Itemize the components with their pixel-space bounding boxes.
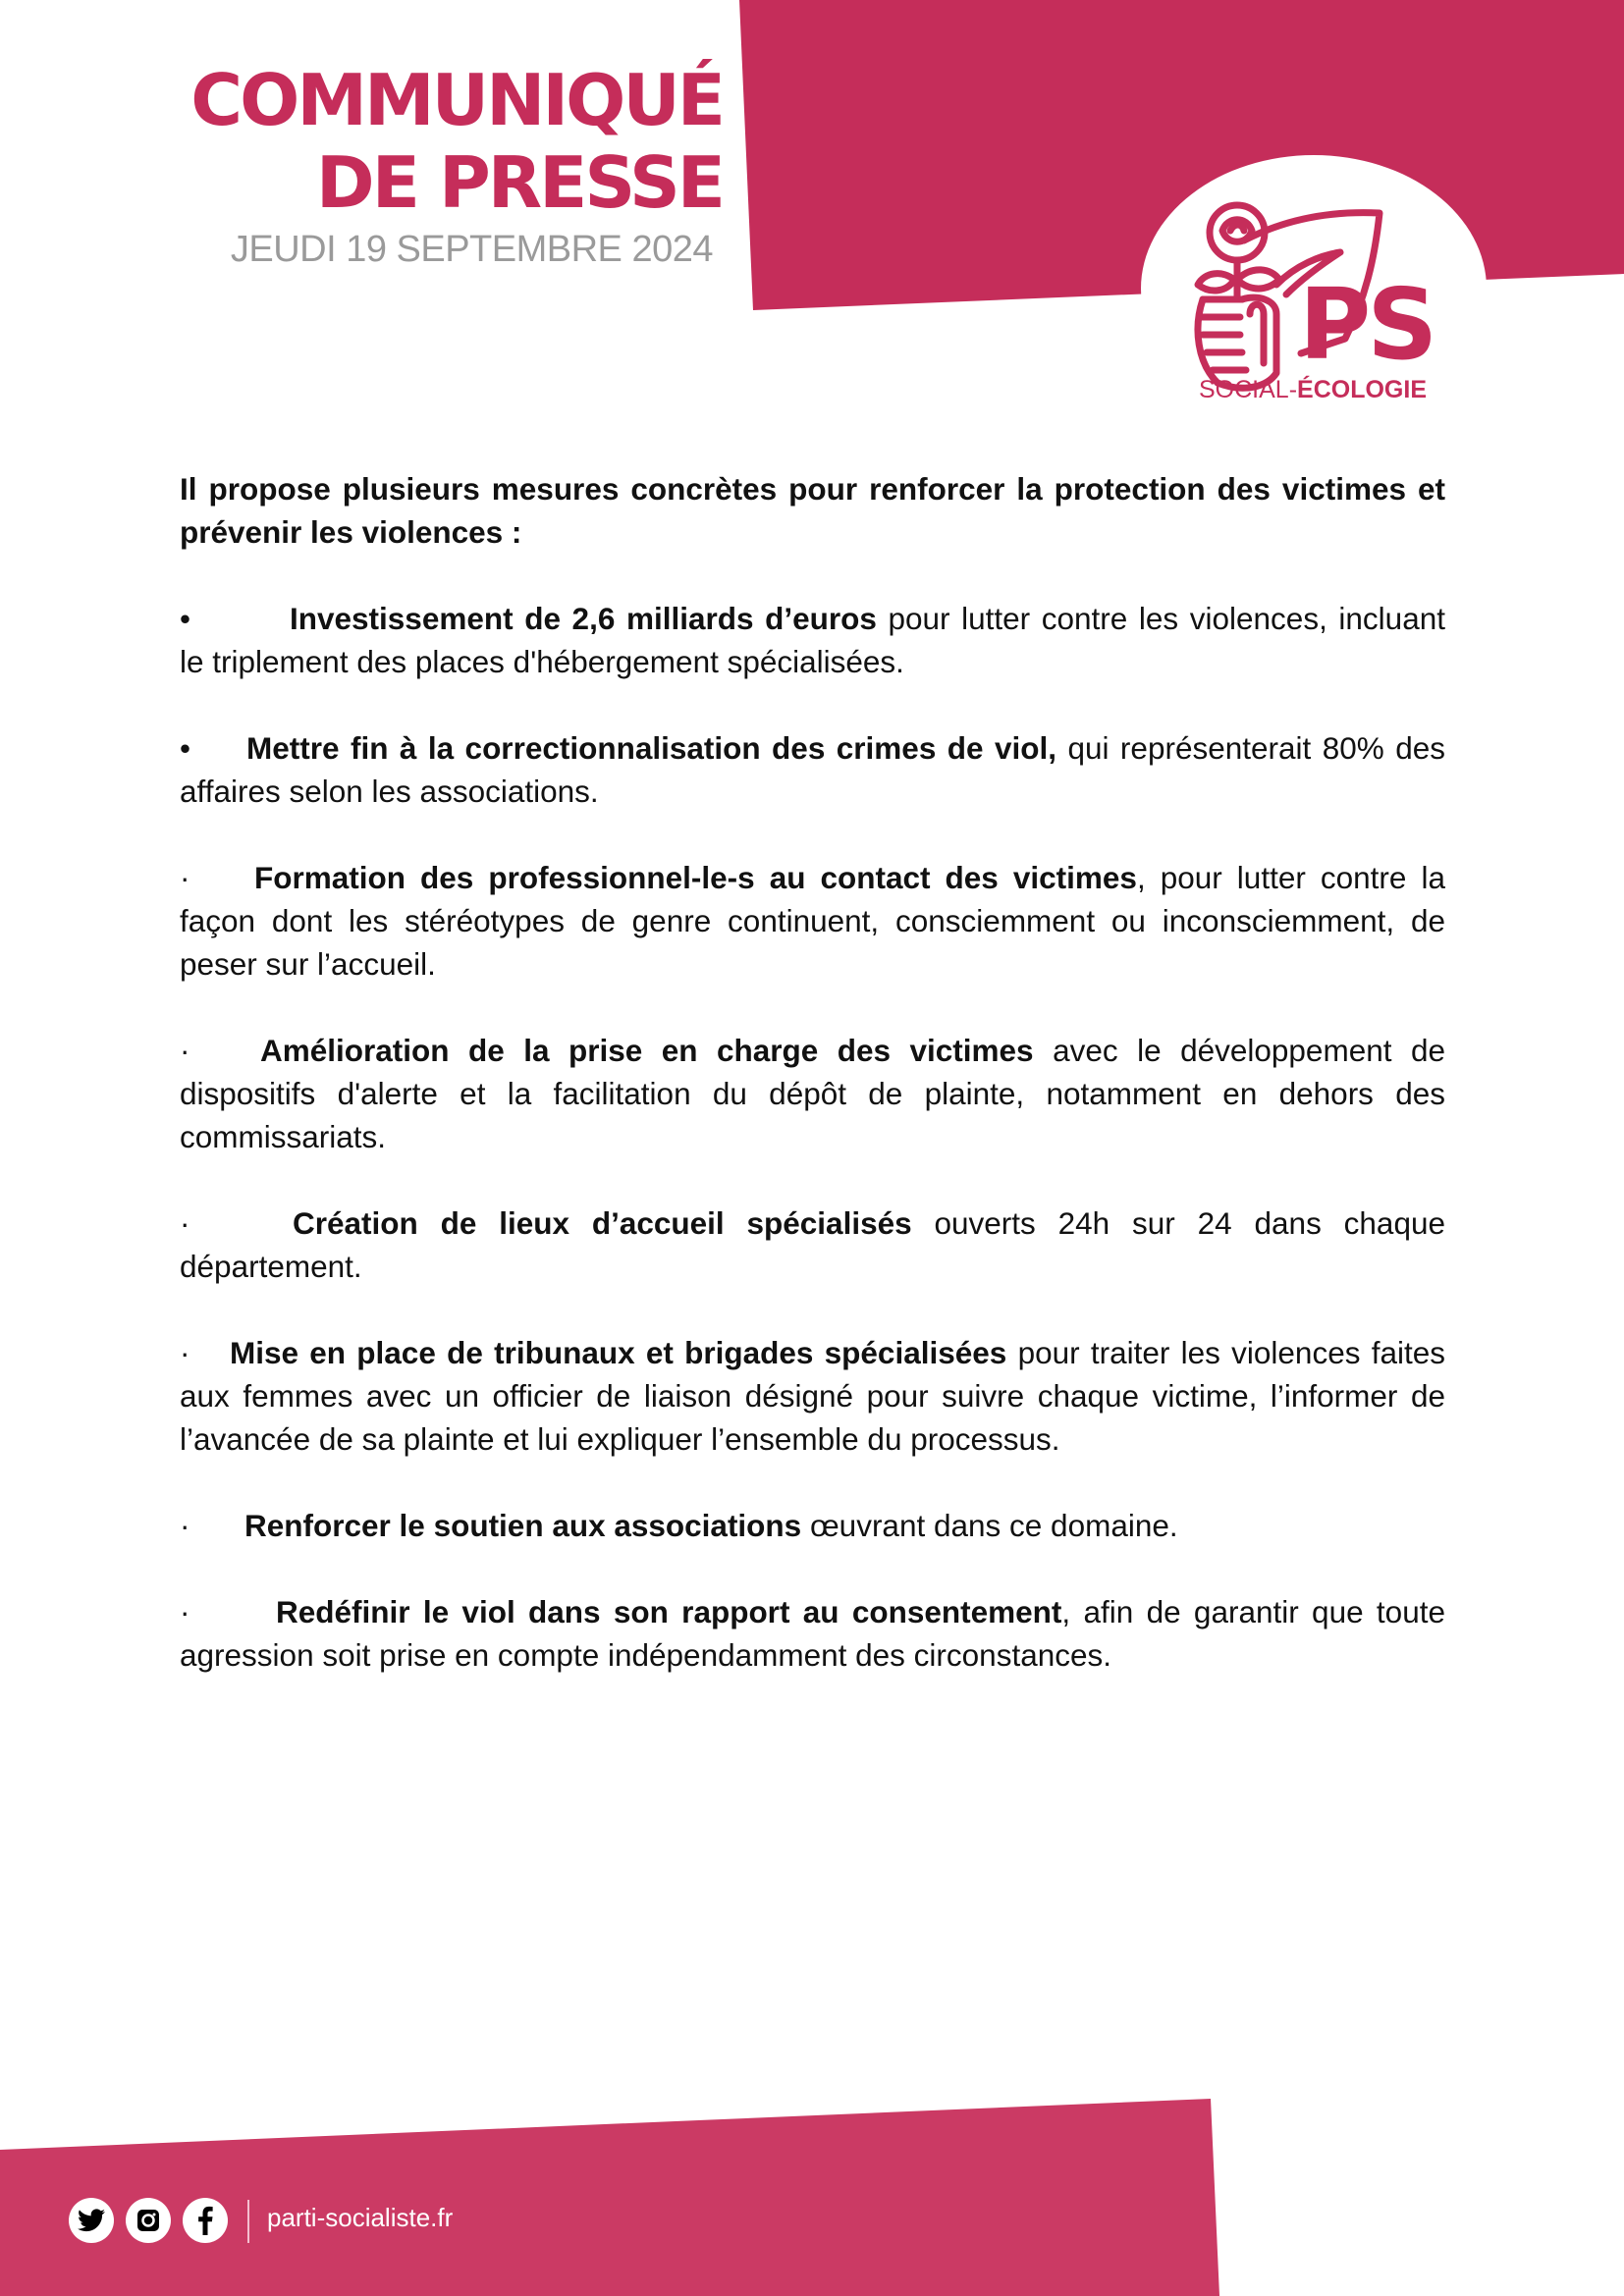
item-text: pour lutter contre les violences, incluant le triplement des places d'hébergement spécialisées. bbox=[180, 601, 1445, 679]
list-item bbox=[180, 1504, 1445, 1547]
item-emphasis: Formation des professionnel-le-s au contact des victimes bbox=[254, 860, 1137, 895]
item-text: œuvrant dans ce domaine. bbox=[801, 1508, 1178, 1543]
item-emphasis: Mettre fin à la correctionnalisation des crimes de viol, bbox=[246, 730, 1057, 766]
item-text: pour traiter les violences faites aux femmes avec un officier de liaison désigné pour suivre chaque victime, l’informer de l’avancée de sa plainte et lui expliquer l’ensemble du processus. bbox=[180, 1335, 1446, 1457]
bullet: · bbox=[180, 1335, 190, 1370]
list-item bbox=[180, 1590, 1445, 1677]
item-text: , pour lutter contre la façon dont les stéréotypes de genre continuent, consciemment ou inconsciemment, de peser sur l’accueil. bbox=[180, 860, 1445, 982]
title-communique: COMMUNIQUÉ bbox=[190, 59, 723, 141]
logo-tagline bbox=[1199, 376, 1427, 404]
item-emphasis: Mise en place de tribunaux et brigades spécialisées bbox=[230, 1335, 1007, 1370]
logo-letters: PS bbox=[1299, 267, 1435, 382]
facebook-icon bbox=[197, 2206, 213, 2235]
item-text: avec le développement de dispositifs d'alerte et la facilitation du dépôt de plainte, notamment en dehors des commissariats. bbox=[180, 1033, 1445, 1154]
tagline-social: SOCIAL- bbox=[1199, 376, 1298, 403]
bullet: • bbox=[180, 601, 191, 636]
tagline-ecologie: ÉCOLOGIE bbox=[1297, 376, 1427, 403]
bullet: · bbox=[180, 1508, 190, 1543]
item-emphasis: Redéfinir le viol dans son rapport au consentement bbox=[276, 1594, 1062, 1629]
instagram-icon bbox=[136, 2209, 160, 2232]
twitter-icon bbox=[78, 2209, 105, 2232]
bullet: · bbox=[180, 1033, 190, 1068]
list-item bbox=[180, 597, 1445, 683]
bullet: • bbox=[180, 730, 191, 766]
website-link[interactable]: parti-socialiste.fr bbox=[267, 2203, 454, 2232]
item-emphasis: Création de lieux d’accueil spécialisés bbox=[293, 1205, 912, 1241]
list-item bbox=[180, 1331, 1445, 1461]
bullet: · bbox=[180, 1205, 190, 1241]
title-de-presse: DE PRESSE bbox=[315, 141, 723, 224]
fist-rose-icon bbox=[1183, 191, 1448, 407]
facebook-button[interactable] bbox=[183, 2198, 228, 2243]
item-emphasis: Amélioration de la prise en charge des victimes bbox=[260, 1033, 1034, 1068]
item-emphasis: Investissement de 2,6 milliards d’euros bbox=[290, 601, 877, 636]
list-item bbox=[180, 726, 1445, 813]
intro-paragraph: Il propose plusieurs mesures concrètes pour renforcer la protection des victimes et prévenir les violences : bbox=[180, 471, 1445, 550]
item-emphasis: Renforcer le soutien aux associations bbox=[244, 1508, 802, 1543]
twitter-button[interactable] bbox=[69, 2198, 114, 2243]
list-item bbox=[180, 1201, 1445, 1288]
item-text: ouverts 24h sur 24 dans chaque département. bbox=[180, 1205, 1446, 1284]
list-item bbox=[180, 856, 1445, 986]
list-item bbox=[180, 1029, 1445, 1158]
instagram-button[interactable] bbox=[126, 2198, 171, 2243]
footer-banner bbox=[0, 2091, 1624, 2296]
press-date: JEUDI 19 SEPTEMBRE 2024 bbox=[230, 229, 713, 270]
footer-divider bbox=[247, 2200, 249, 2243]
item-text: qui représenterait 80% des affaires selon les associations. bbox=[180, 730, 1445, 809]
item-text: , afin de garantir que toute agression soit prise en compte indépendamment des circonstances. bbox=[180, 1594, 1445, 1673]
bullet: · bbox=[180, 1594, 190, 1629]
press-body bbox=[180, 467, 1445, 1720]
bullet: · bbox=[180, 860, 190, 895]
